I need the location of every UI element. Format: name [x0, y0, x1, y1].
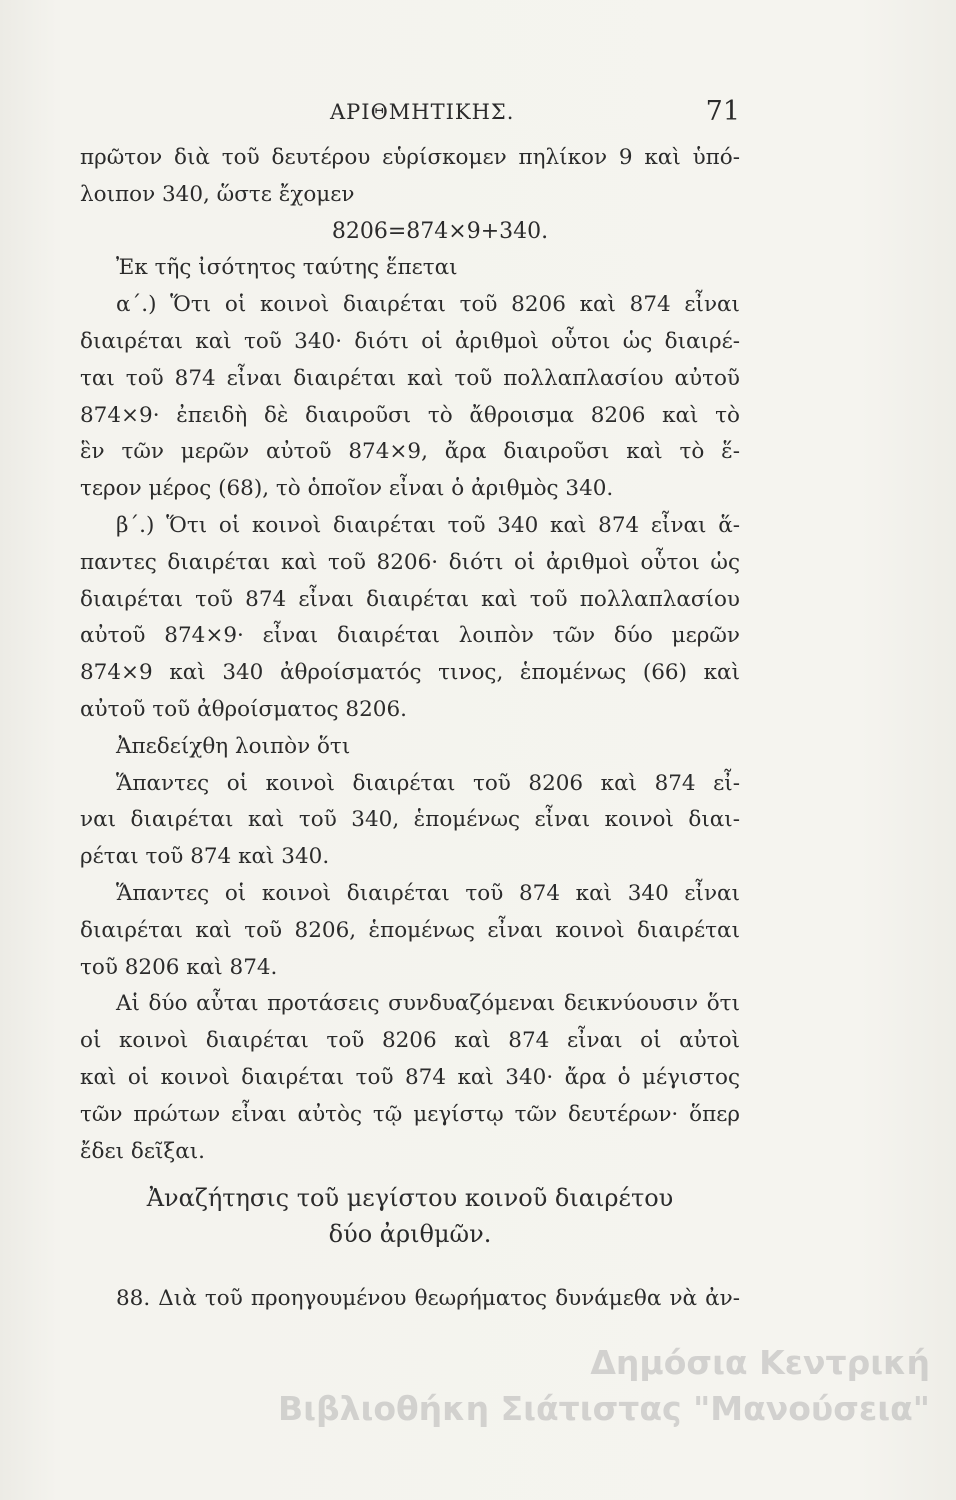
text-line: καὶ οἱ κοινοὶ διαιρέται τοῦ 874 καὶ 340· ἄρα ὁ μέγιστος [80, 1064, 740, 1090]
text-line: β΄.) Ὅτι οἱ κοινοὶ διαιρέται τοῦ 340 καὶ 874 εἶναι ἅ- [116, 512, 740, 538]
text-line: Αἱ δύο αὗται προτάσεις συνδυαζόμεναι δεικνύουσιν ὅτι [116, 991, 740, 1017]
text-line: ναι διαιρέται καὶ τοῦ 340, ἑπομένως εἶναι κοινοὶ διαι- [80, 807, 740, 833]
library-watermark [200, 1340, 930, 1432]
equation: 8206=874×9+340. [331, 218, 549, 244]
paragraph-88 [80, 1281, 740, 1318]
section-heading [80, 1180, 740, 1252]
page-number: 71 [705, 96, 740, 127]
text-line: Ἅπαντες οἱ κοινοὶ διαιρέται τοῦ 8206 καὶ 874 εἶ- [116, 770, 740, 796]
text-line: Ἀπεδείχθη λοιπὸν ὅτι [116, 733, 351, 759]
text-line: οἱ κοινοὶ διαιρέται τοῦ 8206 καὶ 874 εἶναι οἱ αὐτοὶ [80, 1028, 740, 1054]
text-line: τοῦ 8206 καὶ 874. [80, 954, 278, 980]
running-title: ΑΡΙΘΜΗΤΙΚΗΣ. [330, 100, 515, 124]
text-line: 88. Διὰ τοῦ προηγουμένου θεωρήματος δυνάμεθα νὰ ἀν- [116, 1286, 740, 1311]
watermark-line: Δημόσια Κεντρική [590, 1343, 930, 1382]
section-heading-line: Ἀναζήτησις τοῦ μεγίστου κοινοῦ διαιρέτου [146, 1184, 674, 1212]
text-line: Ἅπαντες οἱ κοινοὶ διαιρέται τοῦ 874 καὶ 340 εἶναι [116, 880, 740, 906]
text-line: Ἐκ τῆς ἰσότητος ταύτης ἕπεται [116, 255, 458, 281]
text-line: αὐτοῦ 874×9· εἶναι διαιρέται λοιπὸν τῶν δύο μερῶν [80, 623, 740, 649]
text-line: ἔδει δεῖξαι. [80, 1138, 206, 1164]
text-line: διαιρέται καὶ τοῦ 8206, ἑπομένως εἶναι κοινοὶ διαιρέται [80, 917, 740, 943]
text-line: 874×9· ἐπειδὴ δὲ διαιροῦσι τὸ ἄθροισμα 8206 καὶ τὸ [80, 402, 740, 428]
text-line: αὐτοῦ τοῦ ἀθροίσματος 8206. [80, 696, 407, 722]
watermark-line: Βιβλιοθήκη Σιάτιστας "Μανούσεια" [277, 1389, 930, 1428]
text-line: παντες διαιρέται καὶ τοῦ 8206· διότι οἱ ἀριθμοὶ οὗτοι ὡς [80, 549, 740, 575]
text-line: ρέται τοῦ 874 καὶ 340. [80, 844, 330, 870]
text-line: ται τοῦ 874 εἶναι διαιρέται καὶ τοῦ πολλαπλασίου αὐτοῦ [80, 365, 740, 391]
text-line: τῶν πρώτων εἶναι αὐτὸς τῷ μεγίστῳ τῶν δευτέρων· ὅπερ [80, 1101, 740, 1127]
text-line: διαιρέται τοῦ 874 εἶναι διαιρέται καὶ τοῦ πολλαπλασίου [80, 586, 740, 612]
text-line: α΄.) Ὅτι οἱ κοινοὶ διαιρέται τοῦ 8206 καὶ 874 εἶναι [116, 292, 740, 318]
text-line: πρῶτον διὰ τοῦ δευτέρου εὑρίσκομεν πηλίκον 9 καὶ ὑπό- [80, 145, 740, 170]
body-text [80, 140, 740, 1170]
text-line: τερον μέρος (68), τὸ ὁποῖον εἶναι ὁ ἀριθμὸς 340. [80, 476, 614, 502]
section-heading-line: δύο ἀριθμῶν. [328, 1220, 492, 1248]
text-line: ἓν τῶν μερῶν αὐτοῦ 874×9, ἄρα διαιροῦσι καὶ τὸ ἕ- [80, 439, 740, 465]
text-line: διαιρέται καὶ τοῦ 340· διότι οἱ ἀριθμοὶ οὗτοι ὡς διαιρέ- [80, 328, 740, 354]
text-line: 874×9 καὶ 340 ἀθροίσματός τινος, ἑπομένως (66) καὶ [80, 660, 740, 686]
page-header [80, 92, 740, 132]
text-line: λοιπον 340, ὥστε ἔχομεν [80, 181, 355, 207]
